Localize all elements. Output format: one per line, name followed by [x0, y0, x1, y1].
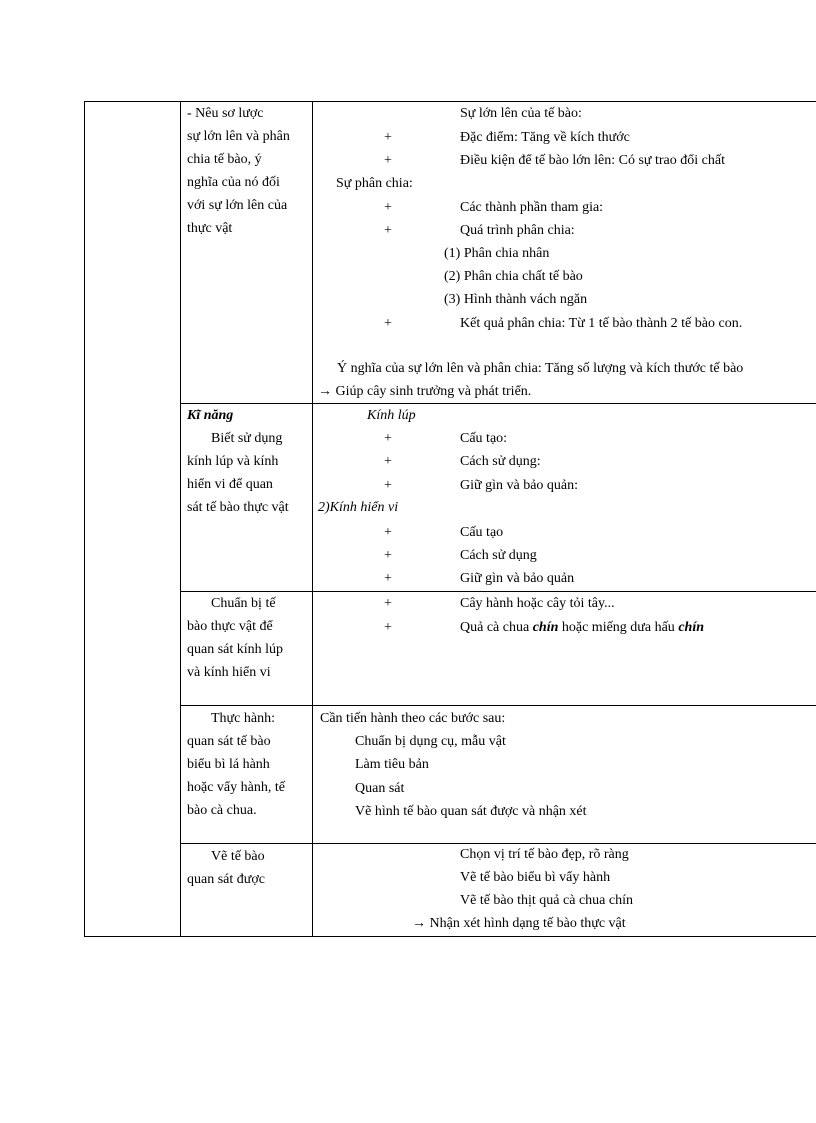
skill-line: hiển vi để quan	[187, 477, 273, 492]
skill-line: thực vật	[187, 221, 233, 236]
draw-conclusion: → Nhận xét hình dạng tế bào thực vật	[412, 916, 626, 931]
magnifier-heading: Kính lúp	[367, 408, 416, 423]
row-divider-3	[180, 705, 816, 706]
practice-intro: Cần tiến hành theo các bước sau:	[320, 711, 506, 726]
skill-line: kính lúp và kính	[187, 454, 279, 469]
process-step: (1) Phân chia nhân	[444, 246, 550, 261]
practice-step: Làm tiêu bản	[355, 757, 429, 772]
plus-marker: +	[384, 620, 392, 635]
process-step: (3) Hình thành vách ngăn	[444, 292, 588, 307]
tomato-text	[460, 616, 704, 639]
column-divider-1	[180, 101, 181, 936]
feature-text: Đặc điểm: Tăng về kích thước	[460, 130, 630, 145]
skill-line: biểu bì lá hành	[187, 757, 270, 772]
skill-line: sự lớn lên và phân	[187, 129, 290, 144]
participants-text: Các thành phần tham gia:	[460, 200, 604, 215]
plus-marker: +	[384, 223, 392, 238]
plus-marker: +	[384, 431, 392, 446]
skill-line: quan sát được	[187, 872, 265, 887]
skill-line: và kính hiển vi	[187, 665, 271, 680]
plus-marker: +	[384, 548, 392, 563]
practice-step: Quan sát	[355, 781, 405, 796]
result-text: Kết quả phân chia: Từ 1 tế bào thành 2 tế bào con.	[460, 316, 743, 331]
consequence-text: → Giúp cây sinh trưởng và phát triển.	[318, 384, 532, 399]
practice-step: Vẽ hình tế bào quan sát được và nhận xét	[355, 804, 587, 819]
practice-step: Chuẩn bị dụng cụ, mẫu vật	[355, 734, 506, 749]
care-text: Giữ gìn và bảo quản:	[460, 478, 579, 493]
tomato-pre: Quả cà chua	[460, 620, 533, 635]
structure-text: Cấu tạo	[460, 525, 504, 540]
skill-line: hoặc vẩy hành, tế	[187, 780, 285, 795]
tomato-mid: hoặc miếng dưa hấu	[558, 620, 679, 635]
condition-text: Điều kiện để tế bào lớn lên: Có sự trao đổi chất	[460, 153, 725, 168]
ripe-emphasis: chín	[678, 620, 704, 635]
skill-line: chia tế bào, ý	[187, 152, 262, 167]
skill-line: nghĩa của nó đối	[187, 175, 280, 190]
column-divider-2	[312, 101, 313, 936]
draw-step: Chọn vị trí tế bào đẹp, rõ ràng	[460, 847, 629, 862]
process-step: (2) Phân chia chất tế bào	[444, 269, 583, 284]
skill-line: Chuẩn bị tế	[211, 596, 276, 611]
onion-text: Cây hành hoặc cây tỏi tây...	[460, 596, 615, 611]
skill-line: bào cà chua.	[187, 803, 257, 818]
structure-text: Cấu tạo:	[460, 431, 508, 446]
draw-step: Vẽ tế bào biểu bì vẩy hành	[460, 870, 611, 885]
plus-marker: +	[384, 153, 392, 168]
plus-marker: +	[384, 596, 392, 611]
usage-text: Cách sử dụng:	[460, 454, 541, 469]
skill-line: với sự lớn lên của	[187, 198, 288, 213]
plus-marker: +	[384, 571, 392, 586]
skill-line: Thực hành:	[211, 711, 275, 726]
row-divider-1	[180, 403, 816, 404]
skill-line: - Nêu sơ lược	[187, 106, 264, 121]
plus-marker: +	[384, 130, 392, 145]
ripe-emphasis: chín	[532, 620, 559, 635]
plus-marker: +	[384, 316, 392, 331]
plus-marker: +	[384, 478, 392, 493]
skill-line: Biết sử dụng	[211, 431, 283, 446]
draw-step: Vẽ tế bào thịt quả cà chua chín	[460, 893, 633, 908]
plus-marker: +	[384, 454, 392, 469]
process-text: Quá trình phân chia:	[460, 223, 575, 238]
meaning-text: Ý nghĩa của sự lớn lên và phân chia: Tăng số lượng và kích thước tế bào	[337, 361, 744, 376]
skills-title: Kĩ năng	[187, 408, 234, 423]
skill-line: sát tế bào thực vật	[187, 500, 289, 515]
microscope-heading: 2)Kính hiển vi	[318, 500, 399, 515]
skill-line: quan sát tế bào	[187, 734, 271, 749]
plus-marker: +	[384, 525, 392, 540]
usage-text: Cách sử dụng	[460, 548, 537, 563]
skill-line: Vẽ tế bào	[211, 849, 265, 864]
growth-heading: Sự lớn lên của tế bào:	[460, 106, 582, 121]
division-label: Sự phân chia:	[336, 176, 413, 191]
skill-line: bào thực vật để	[187, 619, 273, 634]
care-text: Giữ gìn và bảo quản	[460, 571, 575, 586]
plus-marker: +	[384, 200, 392, 215]
skill-line: quan sát kính lúp	[187, 642, 284, 657]
